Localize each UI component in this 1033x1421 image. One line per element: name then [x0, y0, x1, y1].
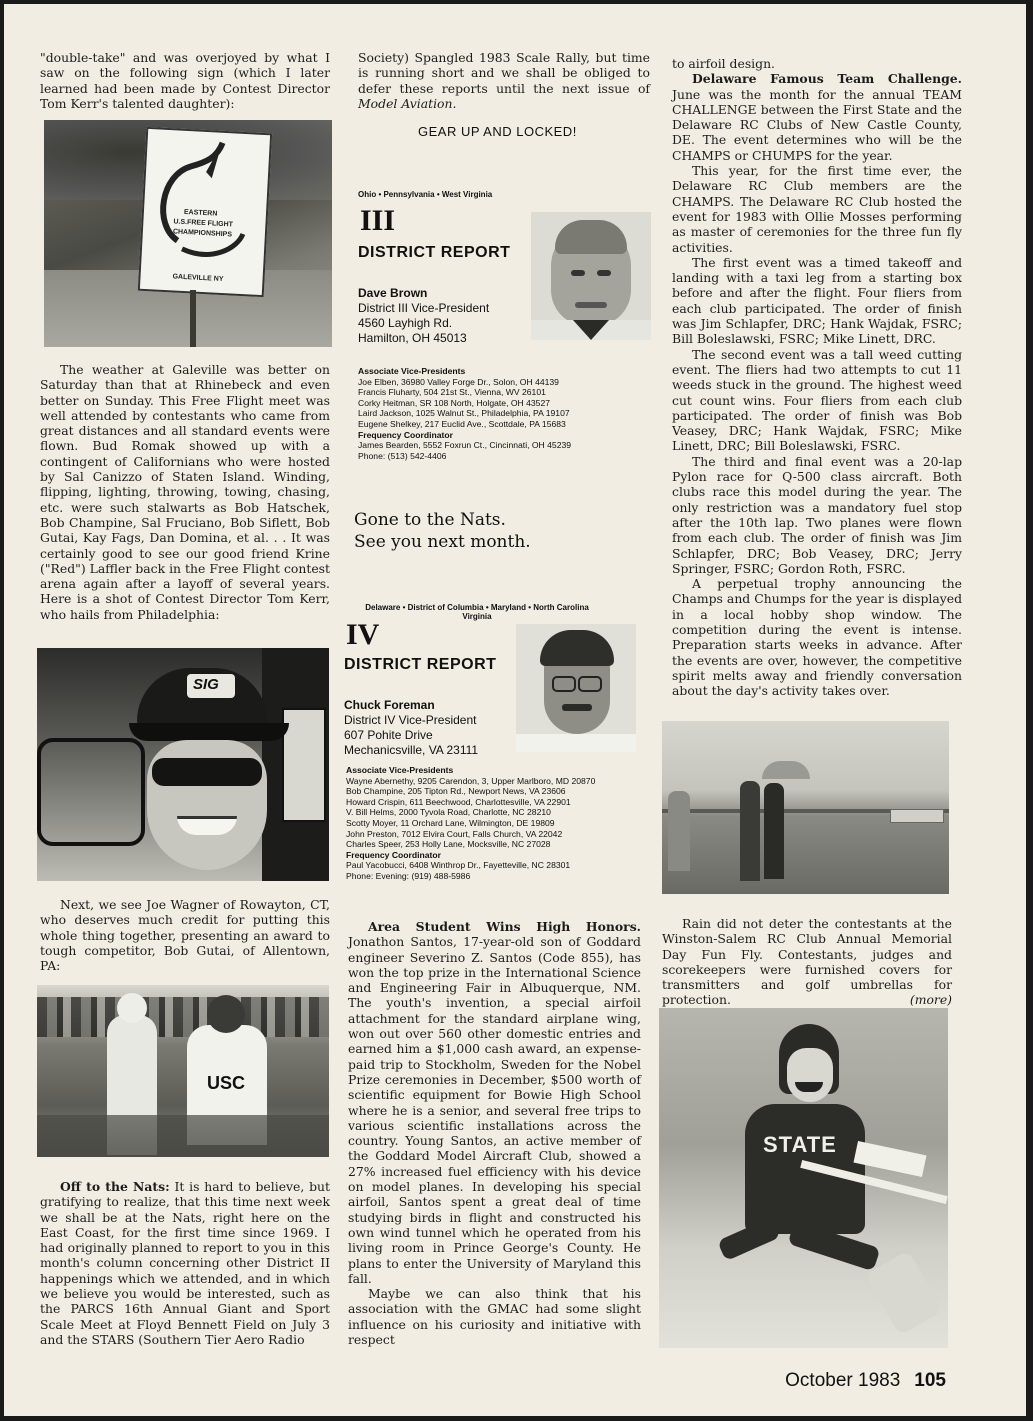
photo-boy-launching: [659, 1008, 948, 1348]
district-3-vp-role: District III Vice-President: [358, 301, 490, 315]
photo-rain-field: [662, 721, 949, 894]
trophy-paragraph: A perpetual trophy announcing the Champs and Chumps for the year is displayed in a local hobby shop window. The competition during the event is intense. Preparation starts weeks in advance. After the events are over, however, the competitive spirit melts away and friendly conversation about the day's activity takes over.: [672, 576, 962, 699]
column-3-top: [672, 56, 962, 698]
district-3-numeral: III: [360, 204, 396, 237]
rain-paragraph: [662, 916, 952, 1008]
district-3-phone: Phone: (513) 542-4406: [358, 450, 447, 461]
district-4-states: [346, 603, 608, 621]
district-4-vp-role: District IV Vice-President: [344, 713, 477, 727]
nats-paragraph: [40, 1179, 330, 1347]
district-4-assoc-item: Bob Champine, 205 Tipton Rd., Newport News, VA 23606: [346, 786, 566, 797]
column-2-student: [348, 919, 641, 1347]
cap-label: SIG: [193, 676, 219, 693]
district-3-assoc-item: Laird Jackson, 1025 Walnut St., Philadelphia, PA 19107: [358, 408, 570, 419]
district-4-states-line-1: Delaware • District of Columbia • Maryland • North Carolina: [365, 603, 589, 612]
student-heading: Area Student Wins High Honors.: [368, 919, 641, 934]
column-1-nats: [40, 1179, 330, 1347]
championship-sign: [138, 127, 272, 297]
column-1-next: [40, 897, 330, 973]
district-4-freq-heading: Frequency Coordinator: [346, 849, 442, 860]
gone-line-1: Gone to the Nats.: [354, 510, 506, 530]
district-3-assoc-item: Francis Fluharty, 504 21st St., Vienna, WV 26101: [358, 387, 546, 398]
sign-line-3: CHAMPIONSHIPS: [172, 228, 233, 239]
gear-up-signoff: GEAR UP AND LOCKED!: [418, 124, 577, 139]
district-4-assoc-item: Scotty Moyer, 11 Orchard Lane, Wilmington, DE 19809: [346, 817, 555, 828]
sign-line-1: EASTERN: [183, 208, 218, 218]
maybe-paragraph: Maybe we can also think that his association with the GMAC had some slight influence on his curiosity and initiative with respect: [348, 1286, 641, 1348]
district-4-assoc-item: V. Bill Helms, 2000 Tyvola Road, Charlotte, NC 28210: [346, 807, 551, 818]
district-3-states: Ohio • Pennsylvania • West Virginia: [358, 190, 493, 199]
district-4-assoc-item: John Preston, 7012 Elvira Court, Falls Church, VA 22042: [346, 828, 563, 839]
district-3-freq-heading: Frequency Coordinator: [358, 429, 454, 440]
photo-award: [37, 985, 329, 1157]
society-text: Society) Spangled 1983 Scale Rally, but time is running short and we shall be obliged to defer these reports until the next issue of: [358, 50, 650, 96]
team-body: June was the month for the annual TEAM CHALLENGE between the First State and the Delaware RC Clubs of New Castle County, DE. The event determines who will be the CHAMPS or CHUMPS for the year.: [672, 86, 962, 163]
district-3-assoc-item: Corky Heitman, SR 108 North, Holgate, OH 43527: [358, 397, 551, 408]
gone-line-2: See you next month.: [354, 532, 531, 552]
nats-heading: Off to the Nats:: [60, 1179, 170, 1194]
team-paragraph: [672, 71, 962, 163]
district-3-vp-street: 4560 Layhigh Rd.: [358, 316, 453, 330]
district-4-phone: Phone: Evening: (919) 488-5986: [346, 870, 471, 881]
more-tag: (more): [909, 992, 952, 1008]
district-4-freq: Paul Yacobucci, 6408 Winthrop Dr., Fayetteville, NC 28301: [346, 860, 571, 871]
issue-date: October 1983: [785, 1370, 901, 1391]
district-4-states-line-2: Virginia: [462, 612, 492, 621]
sign-line-4: GALEVILLE NY: [172, 273, 224, 284]
rain-body: Rain did not deter the contestants at the Winston-Salem RC Club Annual Memorial Day Fun Fly. Contestants, judges and scorekeepers were furnished covers for transmitters and golf umbrellas for protection.: [662, 916, 952, 1008]
nats-body: It is hard to believe, but gratifying to realize, that this time next week we shall be at the Nats, right here on the East Coast, for the first time since 1969. I had originally planned to report to you in this month's column concerning other District II happenings which we attended, and in which we believe you would be interested, such as the PARCS 16th Annual Giant and Sport Scale Meet at Floyd Bennett Field on July 3 and the STARS (Southern Tier Aero Radio: [40, 1179, 330, 1347]
district-4-assoc-item: Charles Speer, 253 Holly Lane, Mocksville, NC 27028: [346, 839, 551, 850]
column-2-top: [358, 50, 650, 111]
column-1-weather: [40, 362, 330, 622]
weather-paragraph: The weather at Galeville was better on Saturday than that at Rhinebeck and even better on Sunday. This Free Flight meet was well attended by contestants who came from great distances and all standard events were flown. Bud Romak showed up with a contingent of Californians who were hosted by Sal Canizzo of Staten Island. Winding, flipping, lighting, throwing, towing, chasing, etc. were such stalwarts as Bob Hatschek, Bob Champine, Sal Fruciano, Bob Siflett, Bob Gutai, Kay Fags, Dan Domina, et al. . . It was certainly good to see our good friend Krine ("Red") Laffler back in the Free Flight contest arena again after a layoff of several years. Here is a shot of Contest Director Tom Kerr, who hails from Philadelphia:: [40, 362, 330, 622]
second-event-paragraph: The second event was a tall weed cutting event. The fliers had two attempts to cut 11 weeds stuck in the ground. The highest weed cut count wins. Four fliers from each club participated. The order of finish was Bob Veasey, DRC; Hank Wajdak, FSRC; Mike Linett, DRC; Bill Boleslawski, FSRC.: [672, 346, 962, 454]
page-footer: [785, 1370, 946, 1392]
district-3-assoc-item: Joe Elben, 36980 Valley Forge Dr., Solon, OH 44139: [358, 376, 559, 387]
model-aviation-title: Model Aviation.: [358, 95, 457, 111]
shirt-label: USC: [207, 1073, 246, 1093]
magazine-page: [4, 4, 1026, 1416]
boy-shirt-text: STATE: [763, 1132, 837, 1157]
district-4-vp: [344, 698, 478, 758]
district-3-associates: [358, 366, 658, 461]
society-paragraph: [358, 50, 650, 111]
airfoil-cont: to airfoil design.: [672, 56, 775, 71]
next-paragraph: Next, we see Joe Wagner of Rowayton, CT, who deserves much credit for putting this whole thing together, presenting an award to tough competitor, Bob Gutai, of Allentown, PA:: [40, 897, 330, 974]
column-3-rain: [662, 916, 952, 1008]
district-3-vp-city: Hamilton, OH 45013: [358, 331, 467, 345]
district-4-vp-city: Mechanicsville, VA 23111: [344, 743, 479, 757]
district-4-assoc-heading: Associate Vice-Presidents: [346, 765, 454, 775]
page-number: 105: [914, 1370, 946, 1391]
intro-paragraph: "double-take" and was overjoyed by what I saw on the following sign (which I later learned had been made by Contest Director Tom Kerr's talented daughter):: [40, 50, 330, 111]
portrait-chuck-foreman: [516, 624, 636, 752]
year-paragraph: This year, for the first time ever, the Delaware RC Club members are the CHAMPS. The Delaware RC Club hosted the event for 1983 with Ollie Mosses performing as master of ceremonies for the three fun fly activities.: [672, 163, 962, 255]
gone-to-nats: [354, 509, 531, 553]
district-3-assoc-item: Eugene Shelkey, 217 Euclid Ave., Scottdale, PA 15683: [358, 418, 566, 429]
student-paragraph: [348, 919, 641, 1286]
photo-sign: [44, 120, 332, 347]
district-3-vp-name: Dave Brown: [358, 286, 428, 300]
district-4-title: DISTRICT REPORT: [344, 656, 497, 673]
sign-line-2: U.S.FREE FLIGHT: [173, 218, 234, 229]
team-heading: Delaware Famous Team Challenge.: [692, 71, 962, 87]
student-body: Jonathon Santos, 17-year-old son of Goddard engineer Severino Z. Santos (Code 855), has won the top prize in the International Science and Engineering Fair in Albuquerque, NM. The youth's invention, a special airfoil attachment for the standard airplane wing, won out over 560 other domestic entries and earned him a $1,000 cash award, an expense-paid trip to Stockholm, Sweden for the Nobel Prize ceremonies in December, $500 worth of scientific equipment for Bowie High School where he is a senior, and several free trips to various scientific installations across the country. Young Santos, an active member of the Goddard Model Aircraft Club, showed a 27% increased fuel efficiency with his device on model planes. In developing his special airfoil, Santos spent a great deal of time studying birds in flight and constructed his own wind tunnel which he operated from his living room in Prince George's County. He plans to enter the University of Maryland this fall.: [348, 934, 641, 1286]
district-4-assoc-item: Howard Crispin, 611 Beechwood, Charlottesville, VA 22901: [346, 796, 571, 807]
district-4-assoc-item: Wayne Abernethy, 9205 Carendon, 3, Upper Marlboro, MD 20870: [346, 775, 596, 786]
district-3-assoc-heading: Associate Vice-Presidents: [358, 366, 466, 376]
district-4-associates: [346, 765, 666, 882]
district-3-freq: James Bearden, 5552 Foxrun Ct., Cincinnati, OH 45239: [358, 440, 572, 451]
column-1-top: [40, 50, 330, 111]
district-4-vp-street: 607 Pohite Drive: [344, 728, 433, 742]
district-3-vp: [358, 286, 489, 346]
district-3-title: DISTRICT REPORT: [358, 244, 511, 261]
portrait-dave-brown: [531, 212, 651, 340]
photo-tom-kerr: [37, 648, 329, 881]
district-4-numeral: IV: [346, 618, 380, 651]
third-event-paragraph: The third and final event was a 20-lap Pylon race for Q-500 class aircraft. Both clubs race this model during the year. The only restriction was a mandatory fuel stop after the 10th lap. Two planes were flown from each club. The order of finish was Jim Schlapfer, DRC; Bob Veasey, DRC; Jerry Springer, FSRC; Gordon Roth, FSRC.: [672, 453, 962, 576]
first-event-paragraph: The first event was a timed takeoff and landing with a taxi leg from a starting box before and after the flight. Four fliers from each club participated. The order of finish was Jim Schlapfer, DRC; Hank Wajdak, FSRC; Bill Boleslawski, FSRC; Mike Linett, DRC.: [672, 254, 962, 347]
district-4-vp-name: Chuck Foreman: [344, 698, 435, 712]
